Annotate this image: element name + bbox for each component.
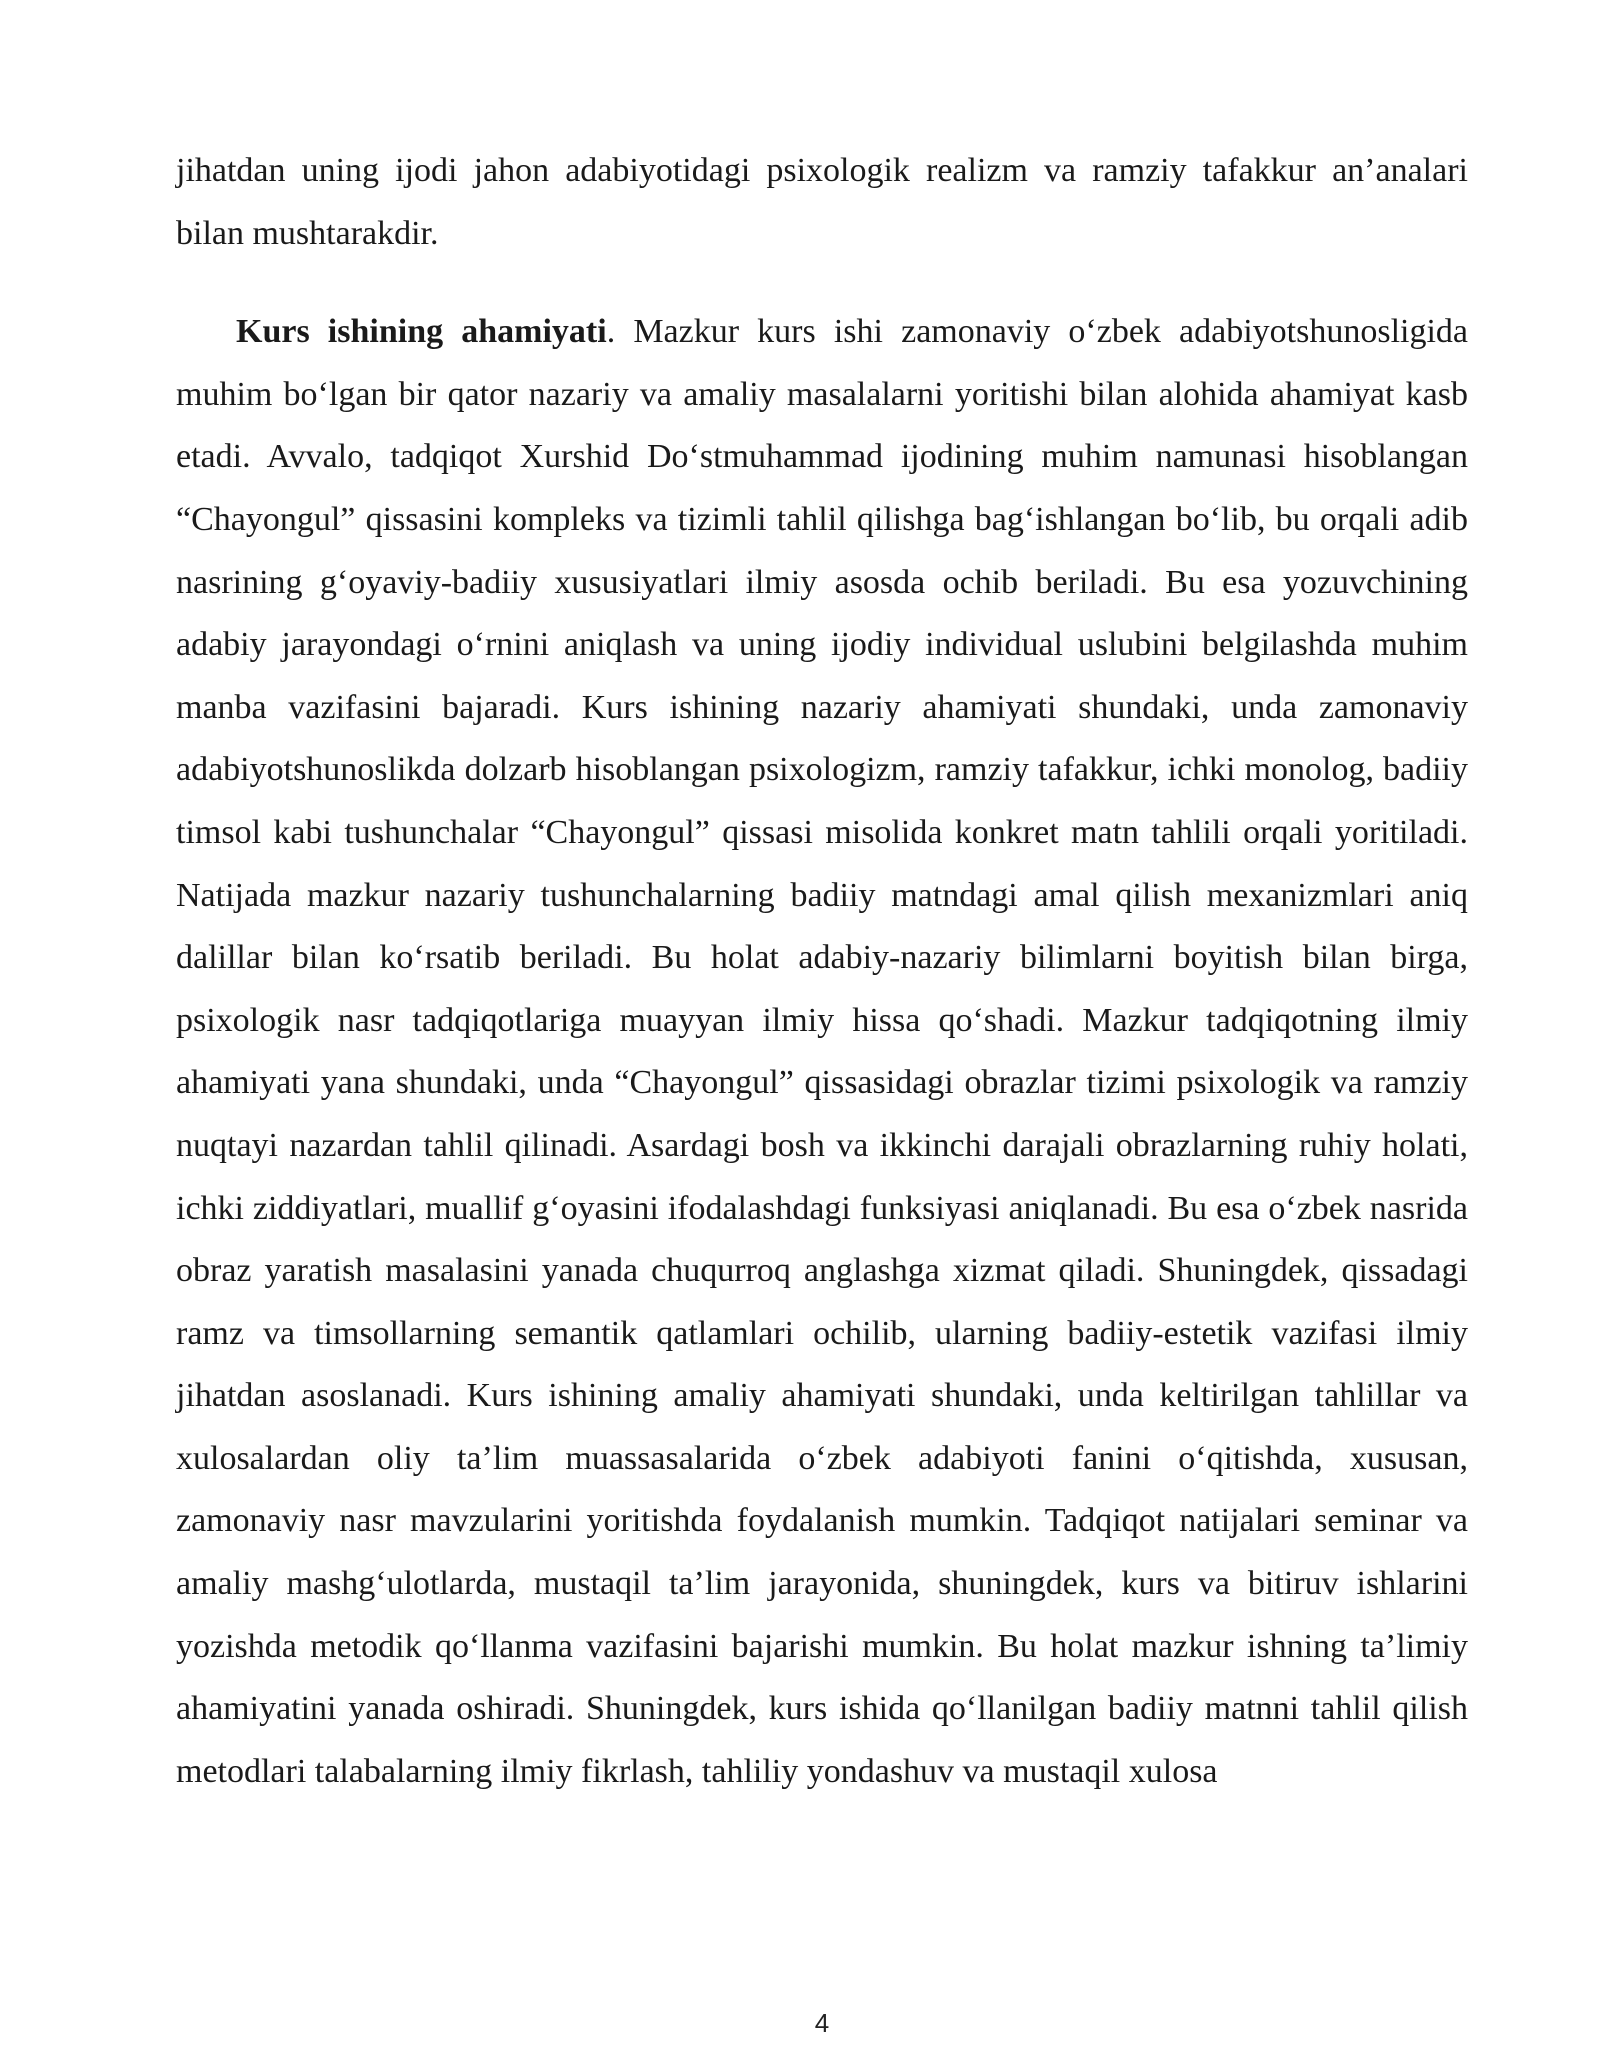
section-heading: Kurs ishining ahamiyati (236, 313, 607, 351)
paragraph-significance-body: . Mazkur kurs ishi zamonaviy o‘zbek adabiyotshunosligida muhim bo‘lgan bir qator nazariy va amaliy masalalarni yoritishi bilan alohida ahamiyat kasb etadi. Avvalo, tadqiqot Xurshid Do‘stmuhammad ijodining muhim namunasi hisoblangan “Chayongul” qissasini kompleks va tizimli tahlil qilishga bag‘ishlangan bo‘lib, bu orqali adib nasrining g‘oyaviy-badiiy xususiyatlari ilmiy asosda ochib beriladi. Bu esa yozuvchining adabiy jarayondagi o‘rnini aniqlash va uning ijodiy individual uslubini belgilashda muhim manba vazifasini bajaradi. Kurs ishining nazariy ahamiyati shundaki, unda zamonaviy adabiyotshunoslikda dolzarb hisoblangan psixologizm, ramziy tafakkur, ichki monolog, badiiy timsol kabi tushunchalar “Chayongul” qissasi misolida konkret matn tahlili orqali yoritiladi. Natijada mazkur nazariy tushunchalarning badiiy matndagi amal qilish mexanizmlari aniq dalillar bilan ko‘rsatib beriladi. Bu holat adabiy-nazariy bilimlarni boyitish bilan birga, psixologik nasr tadqiqotlariga muayyan ilmiy hissa qo‘shadi. Mazkur tadqiqotning ilmiy ahamiyati yana shundaki, unda “Chayongul” qissasidagi obrazlar tizimi psixologik va ramziy nuqtayi nazardan tahlil qilinadi. Asardagi bosh va ikkinchi darajali obrazlarning ruhiy holati, ichki ziddiyatlari, muallif g‘oyasini ifodalashdagi funksiyasi aniqlanadi. Bu esa o‘zbek nasrida obraz yaratish masalasini yanada chuqurroq anglashga xizmat qiladi. Shuningdek, qissadagi ramz va timsollarning semantik qatlamlari ochilib, ularning badiiy-estetik vazifasi ilmiy jihatdan asoslanadi. Kurs ishining amaliy ahamiyati shundaki, unda keltirilgan tahlillar va xulosalardan oliy ta’lim muassasalarida o‘zbek adabiyoti fanini o‘qitishda, xususan, zamonaviy nasr mavzularini yoritishda foydalanish mumkin. Tadqiqot natijalari seminar va amaliy mashg‘ulotlarda, mustaqil ta’lim jarayonida, shuningdek, kurs va bitiruv ishlarini yozishda metodik qo‘llanma vazifasini bajarishi mumkin. Bu holat mazkur ishning ta’limiy ahamiyatini yanada oshiradi. Shuningdek, kurs ishida qo‘llanilgan badiiy matnni tahlil qilish metodlari talabalarning ilmiy fikrlash, tahliliy yondashuv va mustaqil xulosa (176, 313, 1468, 1790)
document-page (176, 140, 1468, 2038)
paragraph-significance (176, 301, 1468, 1803)
paragraph-continuation: jihatdan uning ijodi jahon adabiyotidagi psixologik realizm va ramziy tafakkur an’analari bilan mushtarakdir. (176, 152, 1468, 252)
page-number: 4 (814, 2008, 830, 2038)
